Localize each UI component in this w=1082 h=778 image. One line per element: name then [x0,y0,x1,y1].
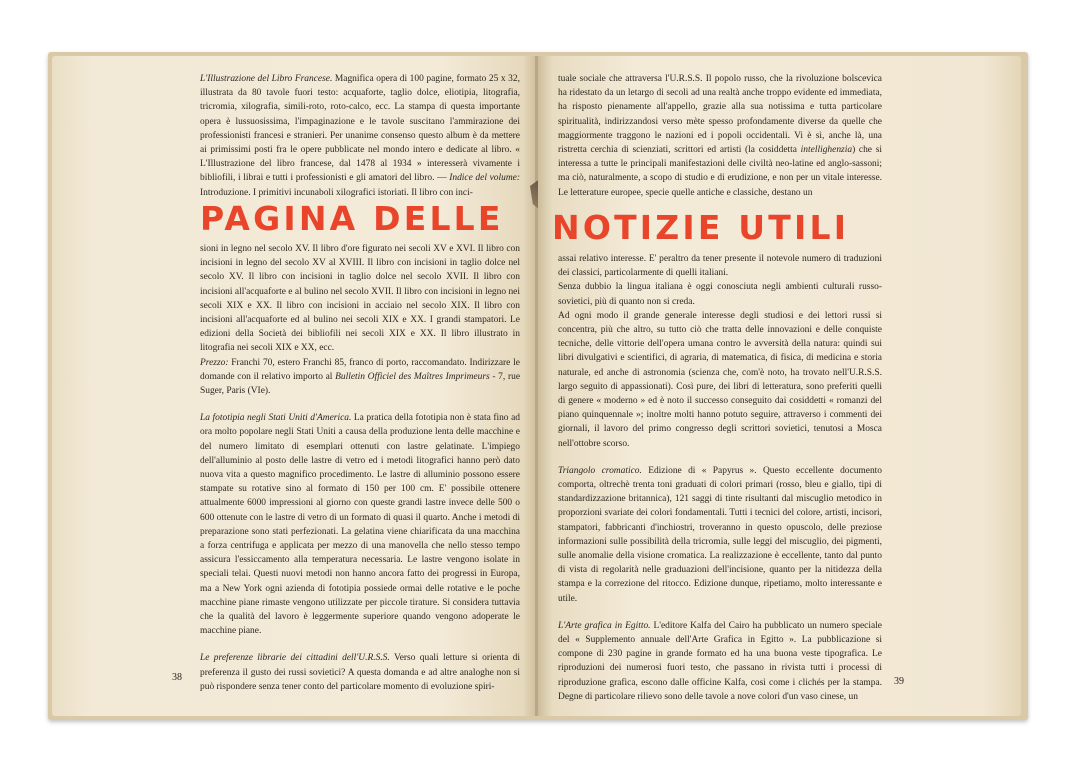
right-bottom-column: assai relativo interesse. E' peraltro da tener presente il notevole numero di traduzioni dei classici, particolarmente di quelli italiani. Senza dubbio la lingua italiana è oggi conosciuta negli ambienti culturali russo-sovietici, più di quanto non si creda. Ad ogni modo il grande generale interesse degli studiosi e dei lettori russi si concentra, più che altro, su tutto ciò che tratta delle innovazioni e delle conquiste tecniche, delle vittorie dell'opera umana contro le avversità della natura: quindi sui libri divulgativi e scientifici, di agraria, di matematica, di fisica, di medicina e storia naturale, ed anche di astronomia (scienza che, com'è noto, ha trovato nell'U.R.S.S. largo seguito di appassionati). Così pure, dei libri di letteratura, sono preferiti quelli di genere « moderno » ed è noto il successo conseguito dai cosiddetti « romanzi del piano quinquennale »; inoltre molti hanno potuto seguire, attraverso i commenti dei giornali, il lavoro del primo congresso degli scrittori sovietici, tenutosi a Mosca nell'ottobre scorso. Triangolo cromatico. Edizione di « Papyrus ». Questo eccellente documento comporta, oltrechè trenta toni graduati di colori primari (rosso, bleu e giallo, tipi di standardizzazione britannica), 121 saggi di tinte risultanti dal miscuglio metodico in proporzioni svariate dei colori fondamentali. Tutti i tecnici del colore, artisti, incisori, stampatori, fabbricanti d'inchiostri, troveranno in questo opuscolo, delle preziose informazioni sulle possibilità della tricromia, sulle leggi del miscuglio, dei pigmenti, sulle anomalie della visione cromatica. La realizzazione è eccellente, tanto dal punto di vista di regolarità nelle graduazioni dell'incisione, quanto per la nitidezza della stampa e la correzione del ritocco. Edizione dunque, ripetiamo, molto interessante e utile. L'Arte grafica in Egitto. L'editore Kalfa del Cairo ha pubblicato un numero speciale del « Supplemento annuale dell'Arte Grafica in Egitto ». La pubblicazione si compone di 230 pagine in grande formato ed ha una buona veste tipografica. Le riproduzioni dei numerosi fuori testo, che passano in rivista tutti i processi di riproduzione grafica, escono dalle officine Kalfa, così come i clichés per la stampa. Degne di particolare rilievo sono delle tavole a nove colori d'un vaso cinese, un [558,254,883,702]
page-number-right: 39 [894,676,904,687]
left-bottom-column: sioni in legno nel secolo XV. Il libro d'ore figurato nei secoli XV e XVI. Il libro con incisioni in legno del secolo XV al XVIII. Il libro con incisioni in taglio dolce nel secolo XV. Il libro con incisioni in taglio dolce nel secolo XVII. Il libro con incisioni all'acquaforte e al bulino nel secolo XVII. Il libro con incisioni in legno nei secoli XIX e XX. Il libro con incisioni in acciaio nel secolo XIX. Il libro con incisioni all'acquaforte ed al bulino nei secoli XIX e XX. I grandi stampatori. Le edizioni della Società dei bibliofili nei secoli XIX e XX. Il libro illustrato in litografia nei secoli XIX e XX, ecc. Prezzo: Franchi 70, estero Franchi 85, franco di porto, raccomandato. Indirizzare le domande con il relativo importo al Bulletin Officiel des Maîtres Imprimeurs - 7, rue Suger, Paris (VIe). La fototipia negli Stati Uniti d'America. La pratica della fototipia non è stata fino ad ora molto popolare negli Stati Uniti a causa della produzione lenta delle macchine e del numero limitato di esemplari ottenuti con lastre gelatinate. L'impiego dell'alluminio al posto delle lastre di vetro ed i metodi litografici hanno però dato nuova vita a questo magnifico procedimento. Le lastre di alluminio possono essere stampate su rotative sino al formato di 150 per 100 cm. E' possibile ottenere attualmente 6000 impressioni al giorno con queste grandi lastre invece delle 500 o 600 ottenute con le lastre di vetro di un formato di quasi il quarto. Anche i metodi di preparazione sono stati perfezionati. La gelatina viene chiarificata da una macchina a forza centrifuga e applicata per mezzo di una manovella che nello stesso tempo assicura l'essiccamento alla temperatura necessaria. Le lastre vengono isolate in speciali telai. Questi nuovi metodi non hanno ancora fatto dei progressi in Europa, ma a New York ogni azienda di fototipia possiede ormai delle rotative e le poche macchine piane rimaste vengono utilizzate per piccole tirature. Si considera tuttavia che la qualità del lavoro è leggermente superiore quando vengono adoperate le macchine piane. Le preferenze librarie dei cittadini dell'U.R.S.S. Verso quali letture si orienta di preferenza il gusto dei russi sovietici? A questa domanda e ad altre analoghe non si può rispondere senza tener conto del particolare momento di evoluzione spiri- [200,244,521,692]
right-page [538,56,1021,716]
title-left: PAGINA DELLE [200,199,504,238]
page-number-left: 38 [172,672,182,683]
left-top-column: L'Illustrazione del Libro Francese. Magnifica opera di 100 pagine, formato 25 x 32, illustrata da 80 tavole fuori testo: acquaforte, taglio dolce, eliotipia, litografia, tricromia, xilografia, simili-roto, roto-calco, ecc. La stampa di questa importante opera è lussuosissima, l'impaginazione e le tavole suscitano l'ammirazione dei professionisti francesi e stranieri. Per unanime consenso questo album è da mettere ai primissimi posti fra le opere pubblicate nel mondo intero e dedicate al libro. « L'Illustrazione del libro francese, dal 1478 al 1934 » interesserà vivamente i bibliofili, i librai e tutti i professionisti e gli amatori del libro. — Indice del volume: Introduzione. I primitivi incunaboli xilografici istoriati. Il libro con inci- [200,74,520,198]
title-right: NOTIZIE UTILI [552,208,850,247]
left-page [52,56,537,716]
right-top-column: tuale sociale che attraversa l'U.R.S.S. Il popolo russo, che la rivoluzione bolscevica ha ridestato da un letargo di secoli ad una realtà anche troppo evidente ed immediata, ha risposto pienamente all'appello, grazie alla sua notissima e tutta particolare spiritualità, indirizzandosi verso mète spesso profondamente diverse da quelle che maggiormente traggono le nazioni ed i popoli occidentali. Vi è sì, anche là, una ristretta cerchia di scienziati, scrittori ed artisti (la cosiddetta intellighenzia) che si interessa a tutte le principali manifestazioni delle civiltà neo-latine ed anglo-sassoni; ma ciò, naturalmente, a scopo di studio e di erudizione, e non per un vitale interesse. Le letterature europee, specie quelle antiche e classiche, destano un [558,74,882,198]
